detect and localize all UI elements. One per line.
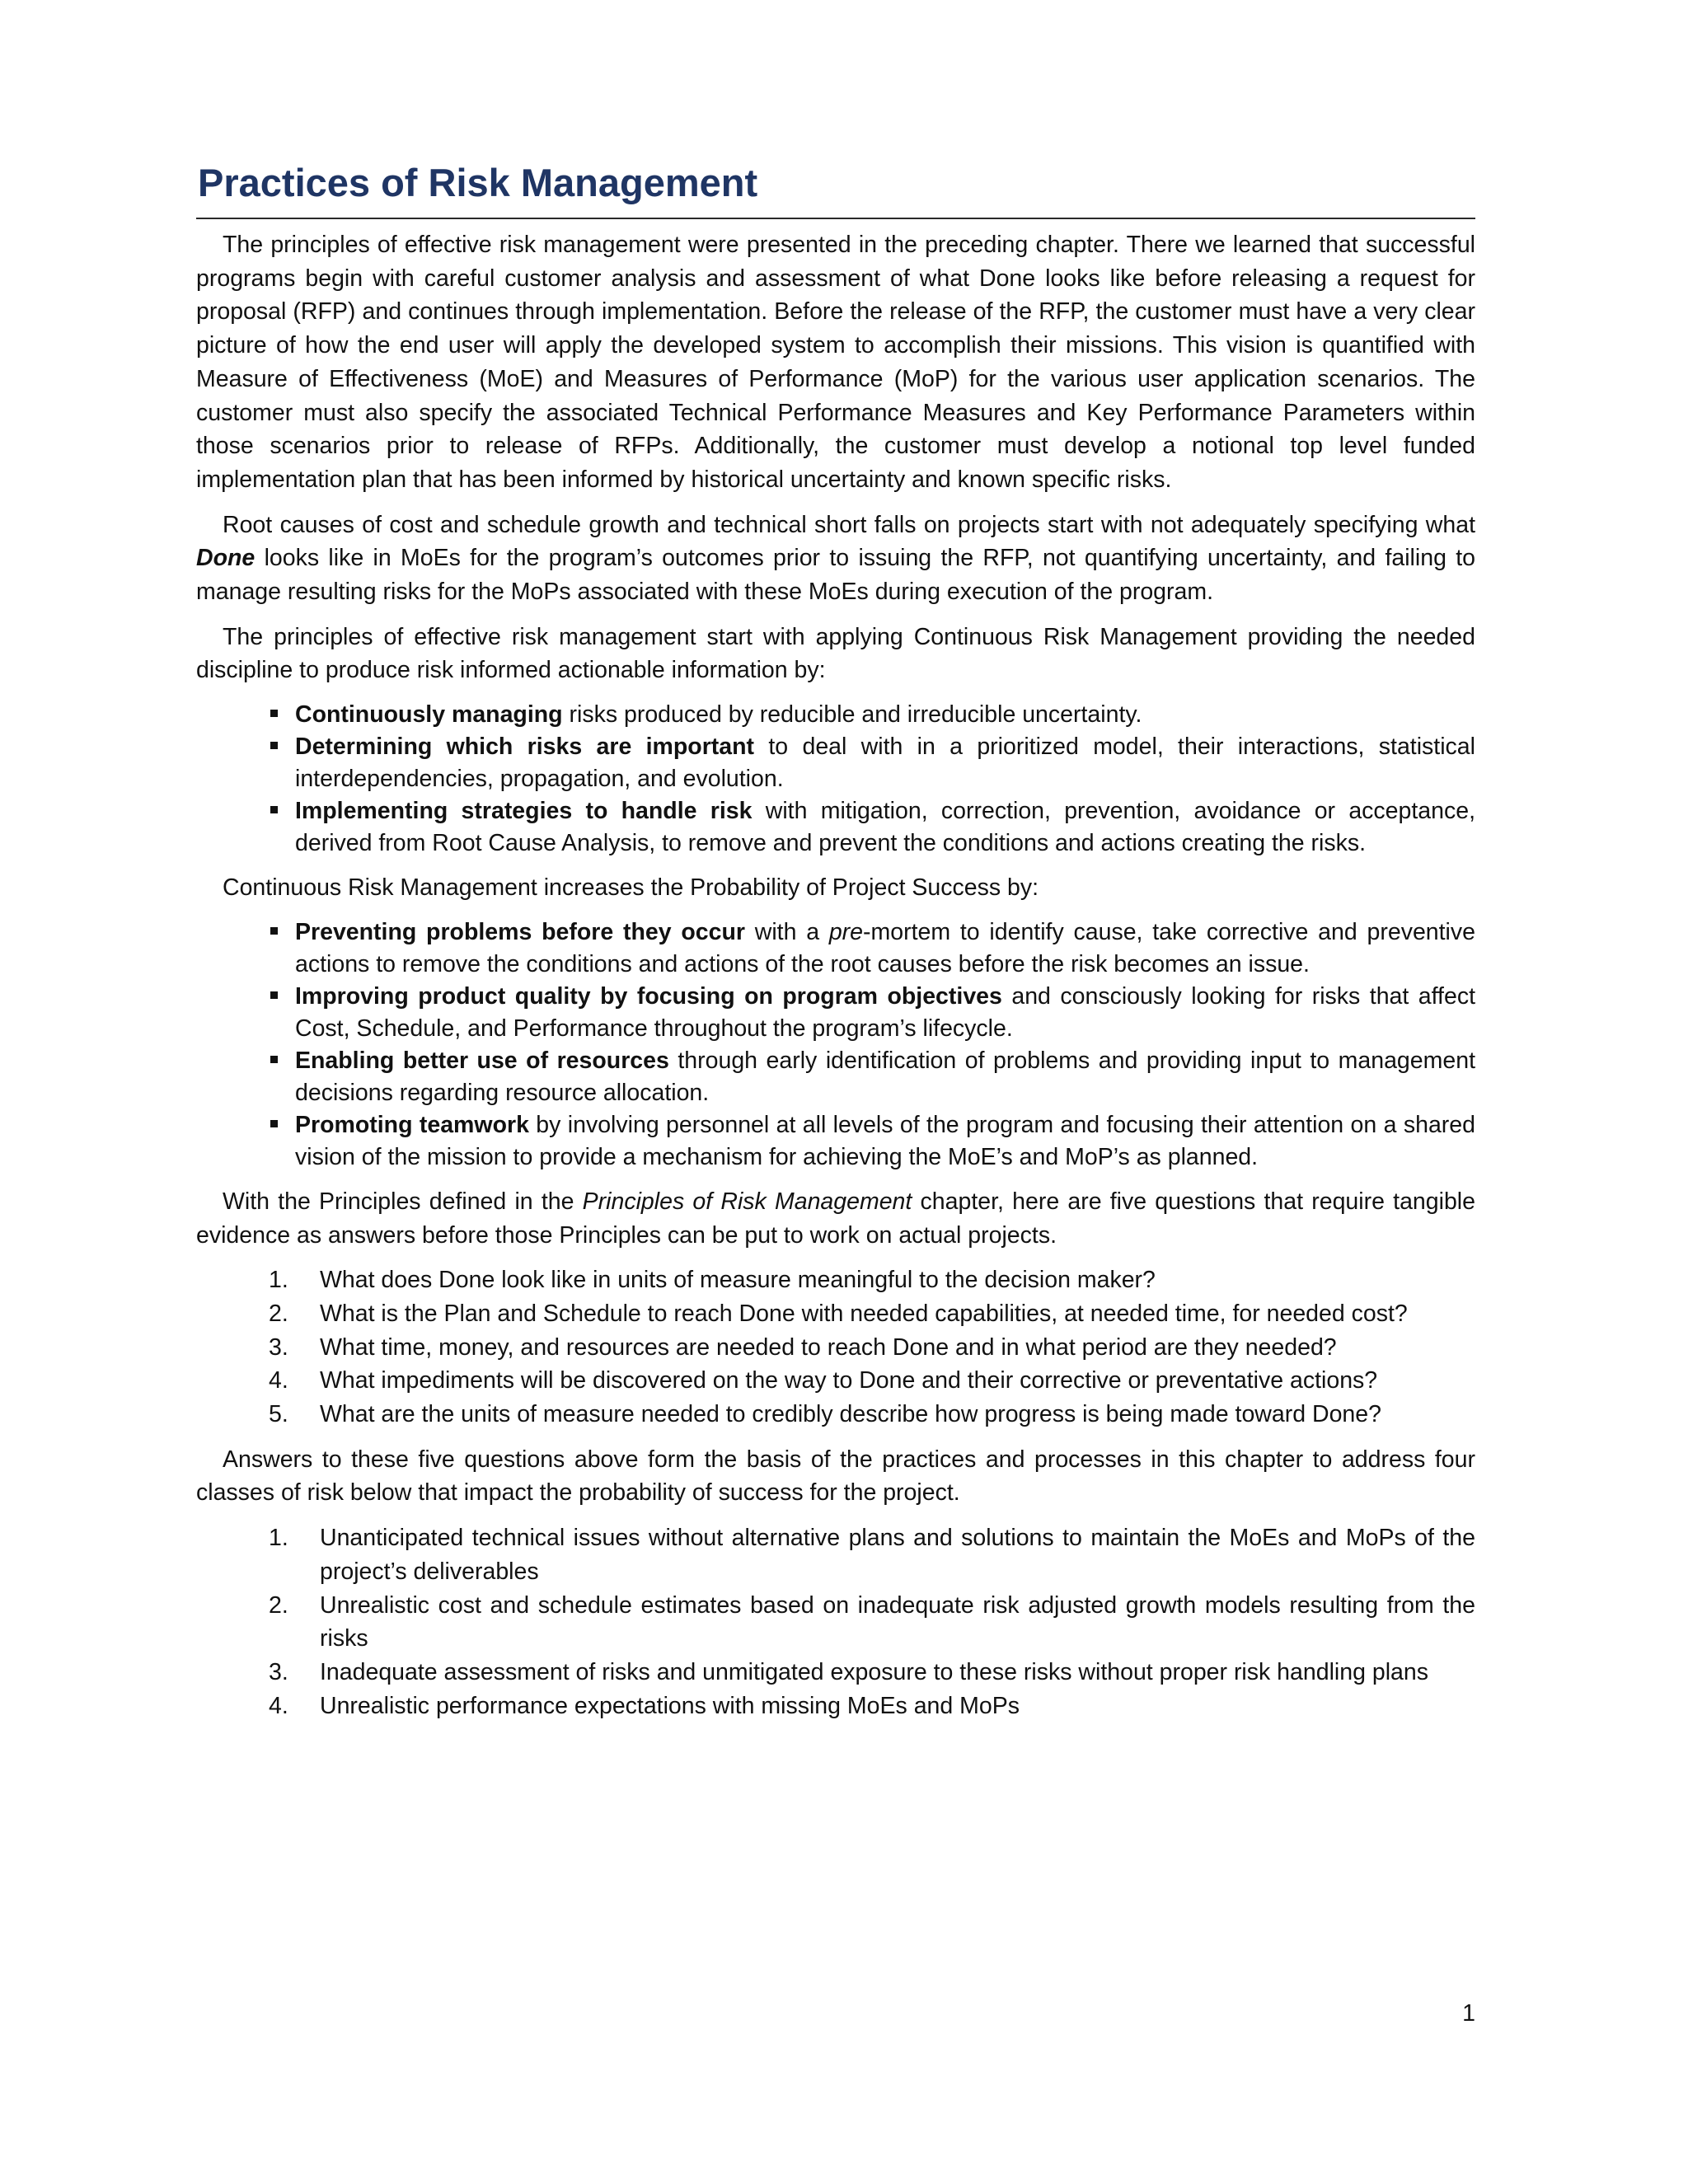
list-item-number: 1. — [269, 1525, 288, 1552]
root-causes-text-start: Root causes of cost and schedule growth and technical short falls on projects start with not adequately specifying what — [223, 511, 1475, 538]
list-item — [269, 1297, 1475, 1331]
list-item-text: and consciously looking for risks that affect Cost, Schedule, and Performance throughout the program’s lifecycle. — [295, 982, 1475, 1042]
list-item-bold: Enabling better use of resources — [295, 1047, 669, 1074]
list-item-number: 4. — [269, 1367, 288, 1394]
list-item-bold: Implementing strategies to handle risk — [295, 798, 753, 825]
list-item-text: What time, money, and resources are needed to reach Done and in what period are they needed? — [320, 1333, 1337, 1361]
list-item-text: -mortem to identify cause, take corrective and preventive actions to remove the conditions and actions of the root causes before the risk becomes an issue. — [295, 918, 1475, 977]
list-item — [269, 1398, 1475, 1432]
list-item-bold: Improving product quality by focusing on program objectives — [295, 982, 1002, 1010]
list-item-text: Unrealistic cost and schedule estimates based on inadequate risk adjusted growth models resulting from the risks — [320, 1591, 1475, 1652]
list-item — [269, 1656, 1475, 1690]
list-item-text: Unrealistic performance expectations with missing MoEs and MoPs — [320, 1692, 1020, 1719]
principles-chapter-emphasis: Principles of Risk Management — [582, 1188, 912, 1215]
list-item — [269, 1263, 1475, 1297]
list-item-text: through early identification of problems and providing input to management decisions regarding resource allocation. — [295, 1047, 1475, 1106]
crm-success-paragraph: Continuous Risk Management increases the Probability of Project Success by: — [223, 874, 1039, 902]
square-bullet-icon — [270, 1056, 278, 1063]
list-item — [295, 795, 1475, 860]
square-bullet-icon — [270, 710, 278, 717]
list-item — [295, 699, 1475, 731]
list-item-number: 2. — [269, 1300, 288, 1327]
square-bullet-icon — [270, 927, 278, 935]
list-item-text: What impediments will be discovered on the way to Done and their corrective or preventative actions? — [320, 1367, 1378, 1394]
list-item-number: 3. — [269, 1333, 288, 1361]
list-item — [269, 1690, 1475, 1723]
list-item-text: to deal with in a prioritized model, their interactions, statistical interdependencies, propagation, and evolution. — [295, 733, 1475, 793]
page-title: Practices of Risk Management — [196, 158, 1475, 219]
five-questions-text-end: chapter, here are five questions that require tangible evidence as answers before those Principles can be put to work on actual projects. — [196, 1188, 1475, 1249]
list-item-text: Inadequate assessment of risks and unmitigated exposure to these risks without proper risk handling plans — [320, 1658, 1428, 1685]
list-item-number: 3. — [269, 1658, 288, 1685]
list-item — [295, 981, 1475, 1045]
list-item-number: 4. — [269, 1692, 288, 1719]
pre-emphasis: pre — [828, 918, 864, 945]
list-item — [269, 1331, 1475, 1365]
list-item-bold: Promoting teamwork — [295, 1111, 529, 1138]
list-item — [295, 916, 1475, 981]
root-causes-paragraph — [196, 509, 1475, 609]
list-item-text: What are the units of measure needed to credibly describe how progress is being made toward Done? — [320, 1401, 1381, 1428]
crm-actions-list — [196, 699, 1475, 860]
list-item-number: 1. — [269, 1267, 288, 1294]
list-item-bold: Continuously managing — [295, 701, 563, 729]
done-emphasis: Done — [196, 545, 256, 572]
list-item-text: by involving personnel at all levels of the program and focusing their attention on a shared vision of the mission to provide a mechanism for achieving the MoE’s and MoP’s as planned. — [295, 1111, 1475, 1170]
root-causes-text-end: looks like in MoEs for the program’s outcomes prior to issuing the RFP, not quantifying uncertainty, and failing to manage resulting risks for the MoPs associated with these MoEs during execution of the program. — [196, 545, 1475, 606]
five-questions-paragraph — [196, 1185, 1475, 1252]
crm-benefits-list — [196, 916, 1475, 1174]
list-item-text: What is the Plan and Schedule to reach Done with needed capabilities, at needed time, for needed cost? — [320, 1300, 1408, 1327]
principles-paragraph: The principles of effective risk management start with applying Continuous Risk Management providing the needed discipline to produce risk informed actionable information by: — [196, 623, 1475, 684]
list-item-bold: Preventing problems before they occur — [295, 918, 745, 945]
square-bullet-icon — [270, 742, 278, 749]
list-item-text: risks produced by reducible and irreducible uncertainty. — [562, 701, 1142, 729]
page-content — [196, 158, 1475, 1722]
page-number: 1 — [1462, 2000, 1475, 2027]
five-questions-text-start: With the Principles defined in the — [223, 1188, 583, 1215]
list-item-text: with mitigation, correction, prevention, avoidance or acceptance, derived from Root Cause Analysis, to remove and prevent the conditions and actions creating the risks. — [295, 798, 1476, 857]
intro-paragraph: The principles of effective risk management were presented in the preceding chapter. There we learned that successful programs begin with careful customer analysis and assessment of what Done looks like before releasing a request for proposal (RFP) and continues through implementation. Before the release of the RFP, the customer must have a very clear picture of how the end user will apply the developed system to accomplish their missions. This vision is quantified with Measure of Effectiveness (MoE) and Measures of Performance (MoP) for the various user application scenarios. The customer must also specify the associated Technical Performance Measures and Key Performance Parameters within those scenarios prior to release of RFPs. Additionally, the customer must develop a notional top level funded implementation plan that has been informed by historical uncertainty and known specific risks. — [196, 232, 1475, 493]
list-item-number: 5. — [269, 1401, 288, 1428]
list-item — [269, 1364, 1475, 1398]
list-item — [295, 731, 1475, 795]
list-item — [295, 1109, 1475, 1174]
list-item — [269, 1589, 1475, 1656]
list-item-text: Unanticipated technical issues without alternative plans and solutions to maintain the MoEs and MoPs of the project’s deliverables — [320, 1525, 1475, 1585]
risk-classes-list — [196, 1521, 1475, 1722]
list-item — [269, 1521, 1475, 1588]
list-item-number: 2. — [269, 1591, 288, 1619]
five-questions-list — [196, 1263, 1475, 1432]
list-item-bold: Determining which risks are important — [295, 733, 755, 761]
square-bullet-icon — [270, 806, 278, 813]
square-bullet-icon — [270, 1120, 278, 1127]
answers-paragraph: Answers to these five questions above form the basis of the practices and processes in this chapter to address four classes of risk below that impact the probability of success for the project. — [196, 1446, 1475, 1507]
square-bullet-icon — [270, 991, 278, 999]
list-item — [295, 1045, 1475, 1109]
list-item-text: What does Done look like in units of measure meaningful to the decision maker? — [320, 1267, 1156, 1294]
list-item-text: with a — [744, 918, 829, 945]
